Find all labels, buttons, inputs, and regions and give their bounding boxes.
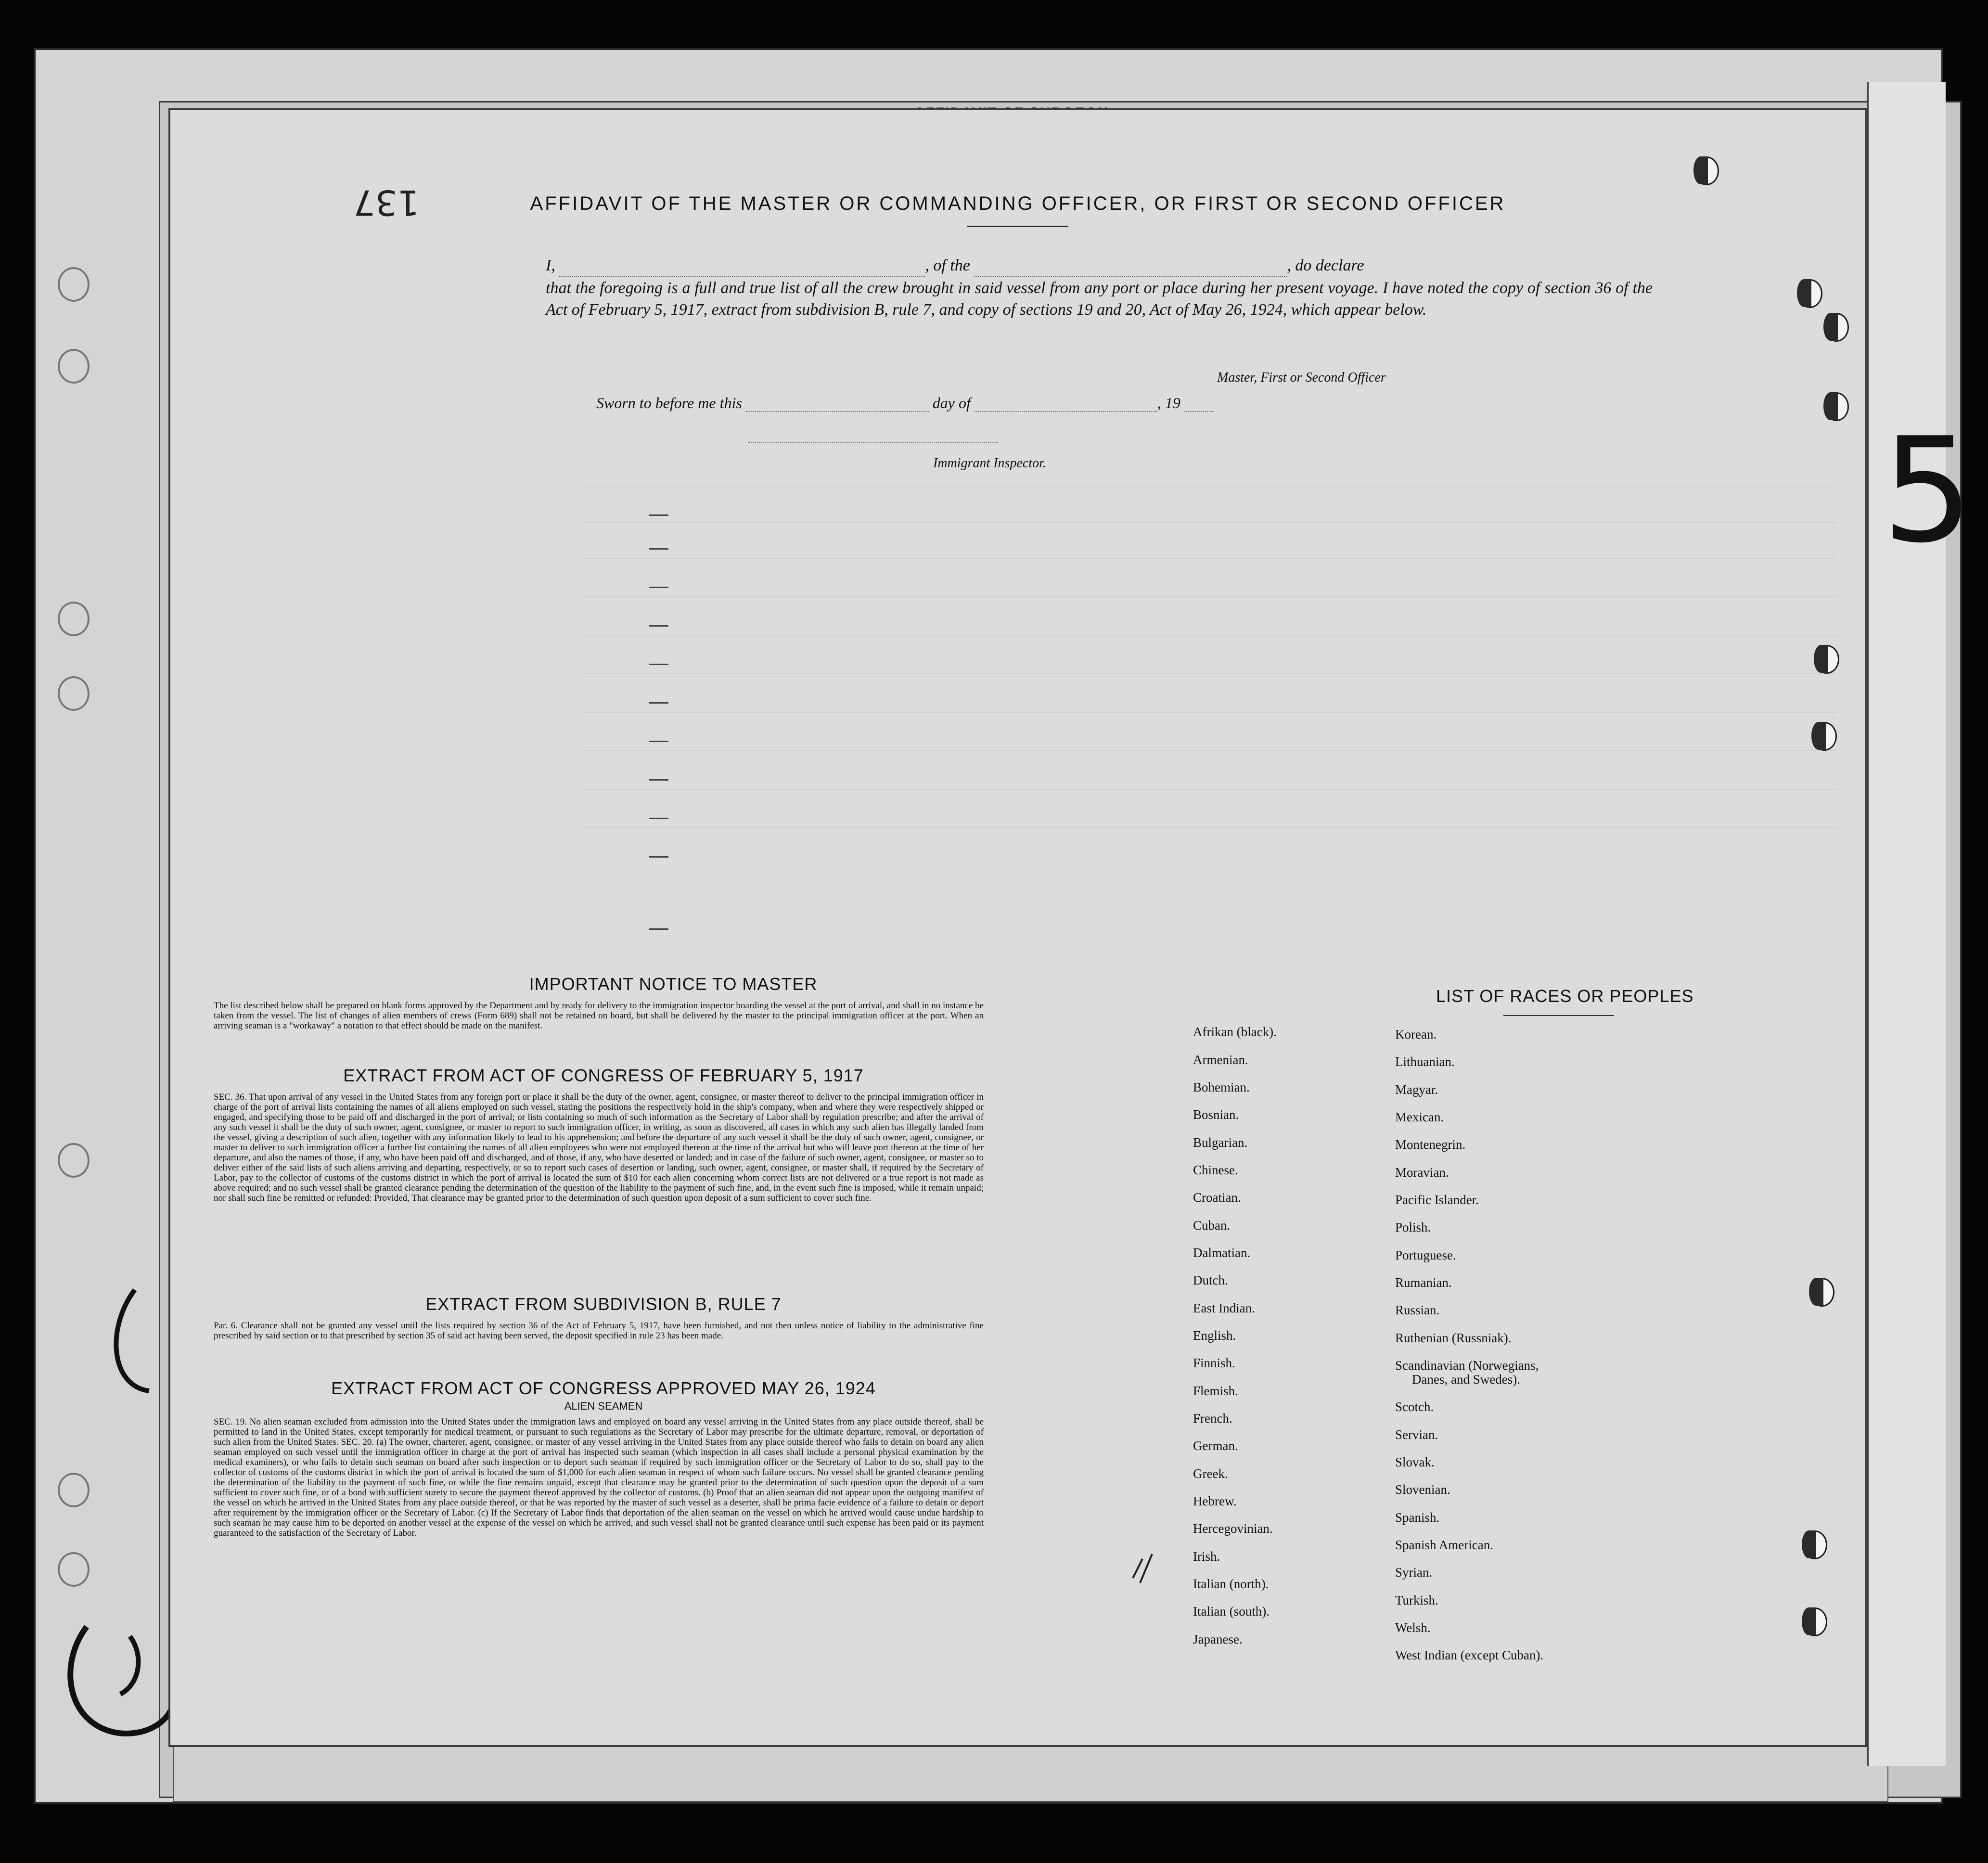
race-item: Magyar. (1395, 1082, 1438, 1097)
binder-hole-icon (58, 1143, 90, 1178)
show-through-line (584, 827, 1835, 828)
race-item: Syrian. (1395, 1565, 1433, 1580)
show-through-line (584, 635, 1835, 636)
race-item: Lithuanian. (1395, 1054, 1455, 1069)
extract-1924-text: SEC. 19. No alien seaman excluded from admission into the United States under the immigration laws and employed on board any vessel arriving in the United States from any place outside thereof, shall be permitted to land in the United States, except temporarily for medical treatment, or pursuant to such regulations as the Secretary of Labor may prescribe for the ultimate departure, removal, or deportation of such alien from the United States. SEC. 20. (a) The owner, charterer, agent, consignee, or master of any vessel arriving in the United States from any place outside thereof who fails to detain on board any alien seaman employed on such vessel until the immigration officer in charge at the port of arrival has inspected such seaman (which inspection in all cases shall include a personal physical examination by the medical examiners), or who fails to detain such seaman on board after such inspection or to deport such seaman if required by such immigration officer or the Secretary of Labor to do so, shall pay to the collector of customs of the customs district in which the port of arrival is located the sum of $1,000 for each alien seaman in respect of whom such failure occurs. No vessel shall be granted clearance pending the determination of the liability to the payment of such fine, or while the fine remains unpaid, except that clearance may be granted prior to the determination of such question upon the deposit of a sum sufficient to cover such fine, or of a bond with sufficient surety to secure the payment thereof approved by the collector of customs. (b) Proof that an alien seaman did not appear upon the outgoing manifest of the vessel on which he arrived in the United States from any place outside thereof, or that he was reported by the master of such vessel as a deserter, shall be prima facie evidence of a failure to detain or deport after requirement by the immigration officer or the Secretary of Labor. (c) If the Secretary of Labor finds that deportation of the alien seaman on the vessel on which he arrived would cause undue hardship to such seaman he may cause him to be deported on another vessel at the expense of the vessel on which he arrived, and such vessel shall not be granted clearance until such expense has been paid or its payment guaranteed to the satisfaction of the Secretary of Labor. (214, 1417, 984, 1538)
race-item: Cuban. (1193, 1218, 1231, 1233)
punch-hole-icon (1824, 313, 1849, 342)
race-item: Greek. (1193, 1466, 1228, 1481)
declaration-i: I, (546, 257, 555, 274)
dash-mark (649, 702, 668, 704)
race-item: Moravian. (1395, 1165, 1449, 1180)
extract-rule7-text: Par. 6. Clearance shall not be granted any vessel until the lists required by section 36 of the Act of February 5, 1917, have been furnished, and not then unless notice of liability to the administrative fine prescribed by said section or to that prescribed by section 35 of said act having been served, the deposit specified in rule 23 has been made. (214, 1321, 984, 1341)
race-item: Welsh. (1395, 1620, 1431, 1635)
affidavit-title: AFFIDAVIT OF THE MASTER OR COMMANDING OFFICER, OR FIRST OR SECOND OFFICER (530, 193, 1506, 214)
race-item: Dutch. (1193, 1273, 1228, 1287)
race-item: Irish. (1193, 1549, 1220, 1564)
dash-mark (649, 587, 668, 588)
vessel-field[interactable] (974, 255, 1287, 277)
inspector-label: Immigrant Inspector. (933, 456, 1046, 471)
race-item: Hercegovinian. (1193, 1521, 1273, 1536)
right-sheet-edge (1867, 82, 1946, 1766)
race-item: Armenian. (1193, 1053, 1248, 1067)
show-through-line (584, 750, 1835, 751)
declaration-body: that the foregoing is a full and true list of all the crew brought in said vessel from any port or place during her present voyage. I have noted the copy of section 36 of the Act of February 5, 1917, extract from subdivision B, rule 7, and copy of sections 19 and 20, Act of May 26, 1924, which appear below. (546, 279, 1653, 319)
race-item: Hebrew. (1193, 1494, 1237, 1508)
extract-1924-subtitle: ALIEN SEAMEN (564, 1400, 643, 1412)
affidavit-page (168, 108, 1867, 1747)
dash-mark (649, 625, 668, 627)
race-item: Spanish. (1395, 1510, 1440, 1525)
race-item: Croatian. (1193, 1190, 1241, 1205)
show-through-line (584, 673, 1835, 674)
show-through-line (584, 789, 1835, 790)
race-item: West Indian (except Cuban). (1395, 1648, 1544, 1662)
race-item: French. (1193, 1411, 1232, 1426)
race-item: Chinese. (1193, 1163, 1238, 1177)
dash-mark (649, 779, 668, 781)
sworn-day-field[interactable] (746, 398, 929, 412)
punch-hole-icon (1694, 156, 1719, 185)
affidavit-declaration (546, 255, 1653, 321)
master-signature-label: Master, First or Second Officer (1217, 370, 1386, 385)
race-item: Scandinavian (Norwegians, (1395, 1358, 1539, 1373)
sworn-year-field[interactable] (1184, 398, 1213, 412)
show-through-line (584, 522, 1835, 523)
notice-text: The list described below shall be prepared on blank forms approved by the Department and by ready for delivery to the immigration inspector boarding the vessel at the port of arrival, and shall in no instance be taken from the vessel. The list of changes of alien members of crews (Form 689) shall not be retained on board, but shall be delivered by the master to the principal immigration officer at the port. When an arriving seaman is a "workaway" a notation to that effect should be made on the manifest. (214, 1001, 984, 1031)
dash-mark (649, 664, 668, 665)
race-item: Italian (north). (1193, 1577, 1269, 1591)
race-item: Russian. (1395, 1303, 1440, 1317)
race-item: Turkish. (1395, 1593, 1438, 1607)
dash-mark (649, 741, 668, 742)
handwritten-scrawl (48, 1271, 183, 1742)
race-item: Scotch. (1395, 1400, 1434, 1414)
punch-hole-icon (1802, 1607, 1827, 1636)
race-item: Slovenian. (1395, 1482, 1450, 1497)
race-item: Bulgarian. (1193, 1135, 1248, 1150)
extract-1917-text: SEC. 36. That upon arrival of any vessel in the United States from any foreign port or place it shall be the duty of the owner, agent, consignee, or master thereof to deliver to the principal immigration officer in charge of the port of arrival lists containing the names of all aliens employed on such vessel, stating the positions the respectively hold in the ship's company, when and where they were respectively shipped or engaged, and specifying those to be paid off and discharged in the port of arrival; or lists containing so much of such information as the Secretary of Labor shall by regulation prescribe; and after the arrival of any such vessel it shall be the duty of such owner, agent, consignee, or master to report to such immigration officer, in writing, as soon as discovered, all cases in which any such alien has illegally landed from the vessel, giving a description of such alien, together with any information likely to lead to his apprehension; and before the departure of any such vessel it shall be the duty of such owner, agent, consignee, or master to deliver to such immigration officer a further list containing the names of all alien employees who were not employed thereon at the time of the arrival but who will leave port thereon at the time of her departure, and also the names of those, if any, who have been paid off and discharged, and of those, if any, who have deserted or landed; and in case of the failure of such owner, agent, consignee, or master so to deliver either of the said lists of such aliens arriving and departing, respectively, or so to report such cases of desertion or landing, such owner, agent, consignee, or master shall, if required by the Secretary of Labor, pay to the collector of customs of the customs district in which the port of arrival is located the sum of $10 for each alien concerning whom correct lists are not delivered or a true report is not made as above required; and no such vessel shall be granted clearance pending the determination of the question of the liability to the payment of such fine, and, in the event such fine is imposed, while it remain unpaid; nor shall such fine be remitted or refunded: Provided, That clearance may be granted prior to the determination of such question upon deposit of a sum sufficient to cover such fine. (214, 1092, 984, 1203)
race-item: Danes, and Swedes). (1412, 1372, 1520, 1387)
dash-mark (649, 818, 668, 819)
show-through-line (584, 596, 1835, 597)
declaration-do-declare: , do declare (1287, 257, 1364, 274)
dash-mark (649, 514, 668, 516)
show-through-line (584, 558, 1835, 559)
race-item: Korean. (1395, 1027, 1437, 1041)
race-item: Afrikan (black). (1193, 1025, 1277, 1039)
race-item: Mexican. (1395, 1110, 1444, 1124)
race-item: German. (1193, 1439, 1238, 1453)
race-item: Polish. (1395, 1220, 1431, 1234)
binder-hole-icon (58, 349, 90, 384)
name-field[interactable] (559, 255, 925, 277)
race-item: Finnish. (1193, 1356, 1235, 1370)
extract-1924-title: EXTRACT FROM ACT OF CONGRESS APPROVED MAY 26, 1924 (331, 1378, 876, 1398)
year-text: , 19 (1157, 394, 1180, 411)
race-item: Bosnian. (1193, 1107, 1239, 1122)
check-mark-scribble (1128, 1549, 1162, 1588)
race-item: Flemish. (1193, 1384, 1238, 1398)
race-item: Slovak. (1395, 1455, 1435, 1469)
race-item: Montenegrin. (1395, 1137, 1466, 1152)
sworn-month-field[interactable] (975, 398, 1157, 412)
race-item: Portuguese. (1395, 1248, 1456, 1262)
race-item: English. (1193, 1328, 1236, 1343)
race-item: Japanese. (1193, 1632, 1243, 1646)
inspector-signature-line[interactable] (748, 442, 998, 443)
title-rule (967, 226, 1068, 227)
races-rule (1503, 1015, 1614, 1016)
race-item: Servian. (1395, 1427, 1438, 1442)
declaration-of-the: , of the (925, 257, 970, 274)
race-item: Dalmatian. (1193, 1246, 1251, 1260)
races-title: LIST OF RACES OR PEOPLES (1436, 986, 1694, 1006)
punch-hole-icon (1809, 1278, 1834, 1307)
binder-hole-icon (58, 602, 90, 636)
binder-hole-icon (58, 267, 90, 302)
dash-mark (649, 856, 668, 858)
sworn-line (596, 394, 1213, 412)
sworn-text: Sworn to before me this (596, 394, 742, 411)
binder-hole-icon (58, 676, 90, 711)
race-item: Bohemian. (1193, 1080, 1250, 1094)
show-through-line (584, 712, 1835, 713)
race-item: Italian (south). (1193, 1604, 1270, 1619)
race-item: Pacific Islander. (1395, 1193, 1479, 1207)
dash-mark (649, 548, 668, 550)
race-item: Spanish American. (1395, 1538, 1493, 1552)
race-item: Ruthenian (Russniak). (1395, 1331, 1512, 1345)
page-number: 137 (353, 182, 420, 223)
race-item: East Indian. (1193, 1301, 1255, 1315)
day-of-text: day of (932, 394, 971, 411)
punch-hole-icon (1797, 279, 1822, 308)
punch-hole-icon (1812, 722, 1837, 751)
extract-rule7-title: EXTRACT FROM SUBDIVISION B, RULE 7 (425, 1294, 782, 1314)
extract-1917-title: EXTRACT FROM ACT OF CONGRESS OF FEBRUARY 5, 1917 (343, 1066, 864, 1085)
show-through-line (584, 486, 1835, 487)
dash-mark (649, 928, 668, 930)
punch-hole-icon (1802, 1530, 1827, 1559)
punch-hole-icon (1824, 392, 1849, 421)
margin-number: 5 (1882, 407, 1974, 575)
notice-title: IMPORTANT NOTICE TO MASTER (529, 974, 818, 994)
race-item: Rumanian. (1395, 1275, 1452, 1290)
punch-hole-icon (1814, 645, 1839, 674)
